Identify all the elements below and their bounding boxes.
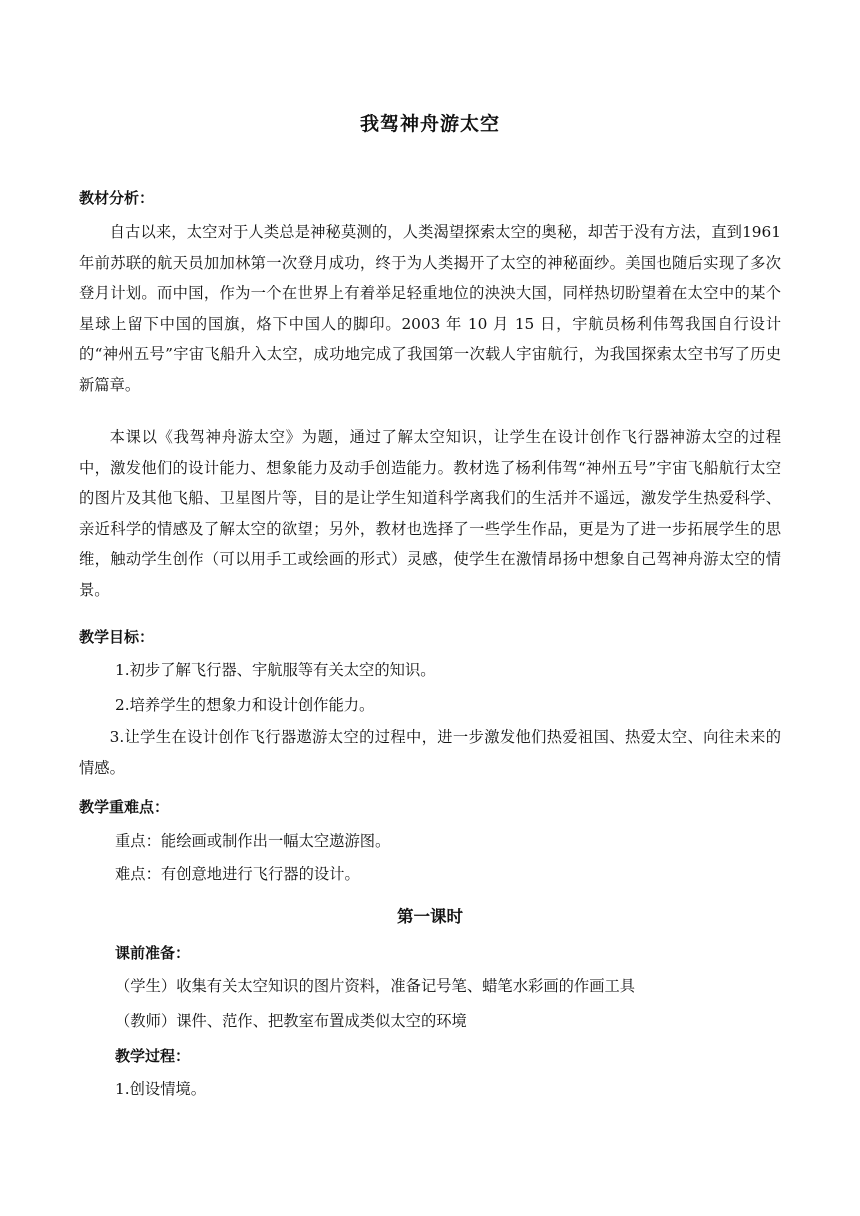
preparation-heading: 课前准备： <box>115 944 191 962</box>
difficult-point: 难点：有创意地进行飞行器的设计。 <box>115 865 360 883</box>
process-heading: 教学过程： <box>115 1047 191 1065</box>
goal-item-3: 3.让学生在设计创作飞行器遨游太空的过程中，进一步激发他们热爱祖国、热爱太空、向往未来的情感。 <box>79 728 781 777</box>
preparation-student: （学生）收集有关太空知识的图片资料，准备记号笔、蜡笔水彩画的作画工具 <box>115 977 636 995</box>
key-point: 重点：能绘画或制作出一幅太空遨游图。 <box>115 832 391 850</box>
document-title: 我驾神舟游太空 <box>359 113 500 135</box>
preparation-teacher: （教师）课件、范作、把教室布置成类似太空的环境 <box>115 1012 467 1030</box>
analysis-paragraph-1: 自古以来，太空对于人类总是神秘莫测的，人类渴望探索太空的奥秘，却苦于没有方法，直到1961年前苏联的航天员加加林第一次登月成功，终于为人类揭开了太空的神秘面纱。美国也随后实现了多次登月计划。而中国，作为一个在世界上有着举足轻重地位的泱泱大国，同样热切盼望着在太空中的某个星球上留下中国的国旗，烙下中国人的脚印。2003 年 10 月 15 日，宇航员杨利伟驾我国自行设计的“神州五号”宇宙飞船升入太空，成功地完成了我国第一次载人宇宙航行，为我国探索太空书写了历史新篇章。 <box>79 223 781 394</box>
goal-item-2: 2.培养学生的想象力和设计创作能力。 <box>115 696 375 714</box>
process-step-1: 1.创设情境。 <box>115 1080 207 1098</box>
analysis-paragraph-2: 本课以《我驾神舟游太空》为题，通过了解太空知识，让学生在设计创作飞行器神游太空的过程中，激发他们的设计能力、想象能力及动手创造能力。教材选了杨利伟驾“神州五号”宇宙飞船航行太空的图片及其他飞船、卫星图片等，目的是让学生知道科学离我们的生活并不遥远，激发学生热爱科学、亲近科学的情感及了解太空的欲望；另外，教材也选择了一些学生作品，更是为了进一步拓展学生的思维，触动学生创作（可以用手工或绘画的形式）灵感，使学生在激情昂扬中想象自己驾神舟游太空的情景。 <box>79 428 781 599</box>
analysis-heading: 教材分析： <box>79 189 155 207</box>
lesson-title: 第一课时 <box>397 907 463 926</box>
goals-heading: 教学目标： <box>79 628 155 646</box>
goal-item-1: 1.初步了解飞行器、宇航服等有关太空的知识。 <box>115 661 436 679</box>
key-points-heading: 教学重难点： <box>79 798 170 816</box>
